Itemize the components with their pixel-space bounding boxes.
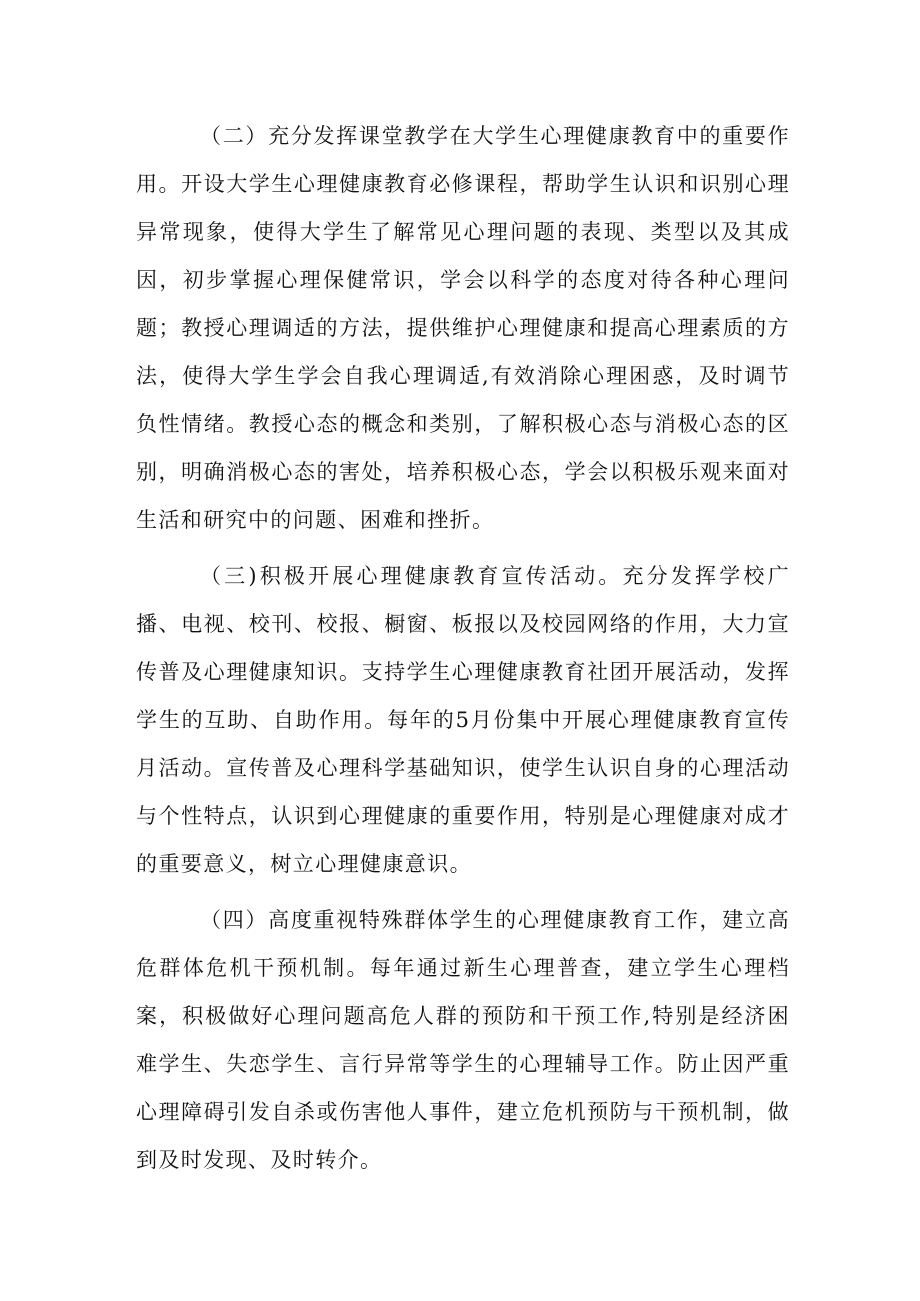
paragraph-publicity-activities: （三)积极开展心理健康教育宣传活动。充分发挥学校广播、电视、校刊、校报、橱窗、板报以及校园网络的作用，大力宣传普及心理健康知识。支持学生心理健康教育社团开展活动，发挥学生的互助、自助作用。每年的5月份集中开展心理健康教育宣传月活动。宣传普及心理科学基础知识，使学生认识自身的心理活动与个性特点，认识到心理健康的重要作用，特别是心理健康对成才的重要意义，树立心理健康意识。 [136,564,790,876]
paragraph-classroom-teaching: （二）充分发挥课堂教学在大学生心理健康教育中的重要作用。开设大学生心理健康教育必修课程，帮助学生认识和识别心理异常现象，使得大学生了解常见心理问题的表现、类型以及其成因，初步掌握心理保健常识，学会以科学的态度对待各种心理问题；教授心理调适的方法，提供维护心理健康和提高心理素质的方法，使得大学生学会自我心理调适,有效消除心理困惑，及时调节负性情绪。教授心态的概念和类别，了解积极心态与消极心态的区别，明确消极心态的害处，培养积极心态，学会以积极乐观来面对生活和研究中的问题、困难和挫折。 [136,124,790,532]
paragraph-special-groups: （四）高度重视特殊群体学生的心理健康教育工作，建立高危群体危机干预机制。每年通过新生心理普查，建立学生心理档案，积极做好心理问题高危人群的预防和干预工作,特别是经济困难学生、失恋学生、言行异常等学生的心理辅导工作。防止因严重心理障碍引发自杀或伤害他人事件，建立危机预防与干预机制，做到及时发现、及时转介。 [136,908,790,1172]
document-body [136,112,790,1192]
